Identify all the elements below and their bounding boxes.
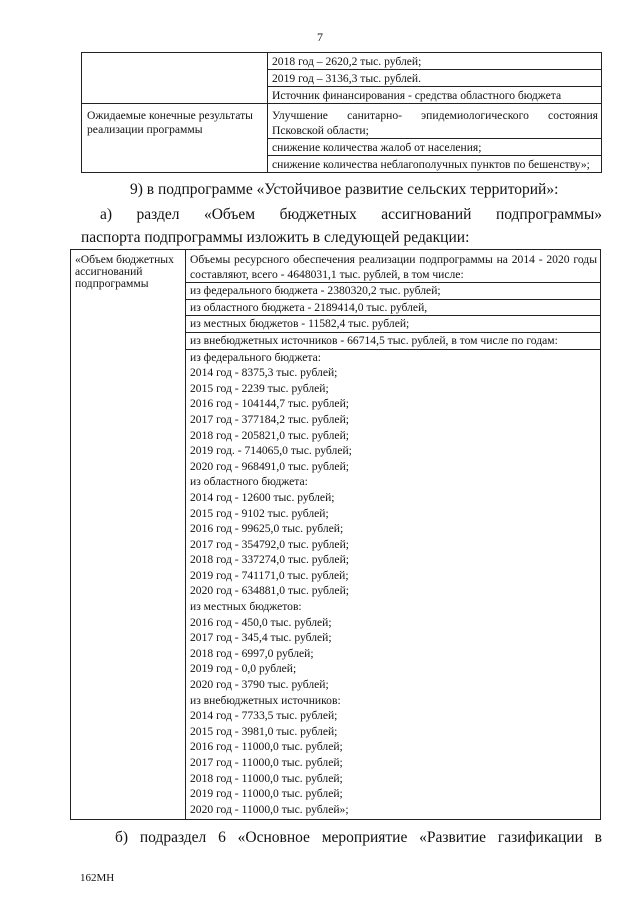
- paragraph-passport: паспорта подпрограммы изложить в следующей редакции:: [81, 229, 470, 246]
- table-row: [82, 104, 602, 173]
- budget-table: [70, 249, 601, 820]
- list-item: 2020 год - 3790 тыс. рублей;: [190, 678, 329, 692]
- program-passport-table: [81, 52, 602, 173]
- list-item: Улучшение санитарно- эпидемиологического состояния Псковской области;: [272, 109, 598, 137]
- list-item: Источник финансирования - средства областного бюджета: [268, 86, 601, 103]
- table-row: [71, 250, 601, 820]
- list-item: 2014 год - 12600 тыс. рублей;: [190, 490, 335, 504]
- list-item: из областного бюджета - 2189414,0 тыс. рублей,: [186, 299, 600, 316]
- list-item: из внебюджетных источников:: [190, 693, 341, 707]
- list-item: 2017 год - 377184,2 тыс. рублей;: [190, 412, 350, 426]
- budget-label: «Объем бюджетных ассигнований подпрограммы: [75, 253, 174, 290]
- list-item: 2018 год - 337274,0 тыс. рублей;: [190, 553, 350, 567]
- list-item: 2020 год - 968491,0 тыс. рублей;: [190, 459, 350, 473]
- list-item: 2018 год – 2620,2 тыс. рублей;: [272, 55, 422, 68]
- list-item: из внебюджетных источников - 66714,5 тыс. рублей, в том числе по годам:: [186, 332, 600, 349]
- paragraph-section-b: б) подраздел 6 «Основное мероприятие «Развитие газификации в: [115, 829, 602, 846]
- list-item: из областного бюджета:: [190, 475, 308, 489]
- funding-cell: [268, 53, 602, 104]
- list-item: 2019 год - 11000,0 тыс. рублей;: [190, 787, 343, 801]
- list-item: 2019 год. - 714065,0 тыс. рублей;: [190, 444, 352, 458]
- table-cell-empty: [82, 53, 268, 104]
- list-item: из местных бюджетов:: [190, 600, 302, 614]
- list-item: 2017 год - 345,4 тыс. рублей;: [190, 631, 332, 645]
- list-item: 2019 год - 741171,0 тыс. рублей;: [190, 568, 349, 582]
- paragraph-subprogram: 9) в подпрограмме «Устойчивое развитие сельских территорий»:: [130, 181, 559, 198]
- list-item: 2015 год - 2239 тыс. рублей;: [190, 381, 329, 395]
- list-item: из федерального бюджета - 2380320,2 тыс. рублей;: [186, 282, 600, 299]
- list-item: 2014 год - 8375,3 тыс. рублей;: [190, 366, 338, 380]
- document-code: 162МН: [80, 872, 115, 884]
- page-number: 7: [317, 30, 323, 44]
- list-item: 2017 год - 354792,0 тыс. рублей;: [190, 537, 350, 551]
- budget-values-cell: [186, 250, 601, 820]
- list-item: 2020 год - 11000,0 тыс. рублей»;: [190, 802, 349, 816]
- list-item: из федерального бюджета:: [186, 349, 600, 366]
- list-item: 2014 год - 7733,5 тыс. рублей;: [190, 709, 338, 723]
- results-label-cell: [82, 104, 268, 173]
- paragraph-section-a: а) раздел «Объем бюджетных ассигнований подпрограммы»: [100, 206, 602, 223]
- list-item: 2019 год – 3136,3 тыс. рублей.: [268, 69, 601, 86]
- results-label: Ожидаемые конечные результаты реализации программы: [87, 109, 253, 136]
- list-item: из местных бюджетов - 11582,4 тыс. рублей;: [186, 315, 600, 332]
- list-item: 2016 год - 11000,0 тыс. рублей;: [190, 740, 343, 754]
- list-item: 2016 год - 99625,0 тыс. рублей;: [190, 522, 344, 536]
- list-item: 2018 год - 205821,0 тыс. рублей;: [190, 428, 350, 442]
- list-item: Объемы ресурсного обеспечения реализации подпрограммы на 2014 - 2020 годы составляют, всего - 4648031,1 тыс. рублей, в том числе:: [190, 253, 597, 281]
- list-item: 2019 год - 0,0 рублей;: [190, 662, 297, 676]
- table-row: [82, 53, 602, 104]
- results-cell: [268, 104, 602, 173]
- list-item: снижение количества жалоб от населения;: [268, 138, 601, 155]
- list-item: 2015 год - 9102 тыс. рублей;: [190, 506, 329, 520]
- list-item: 2020 год - 634881,0 тыс. рублей;: [190, 584, 350, 598]
- list-item: 2018 год - 11000,0 тыс. рублей;: [190, 771, 343, 785]
- list-item: 2015 год - 3981,0 тыс. рублей;: [190, 724, 338, 738]
- list-item: 2016 год - 104144,7 тыс. рублей;: [190, 397, 350, 411]
- budget-label-cell: [71, 250, 186, 820]
- list-item: 2016 год - 450,0 тыс. рублей;: [190, 615, 332, 629]
- list-item: 2017 год - 11000,0 тыс. рублей;: [190, 756, 343, 769]
- list-item: снижение количества неблагополучных пунктов по бешенству»;: [268, 155, 601, 172]
- list-item: 2018 год - 6997,0 рублей;: [190, 646, 314, 660]
